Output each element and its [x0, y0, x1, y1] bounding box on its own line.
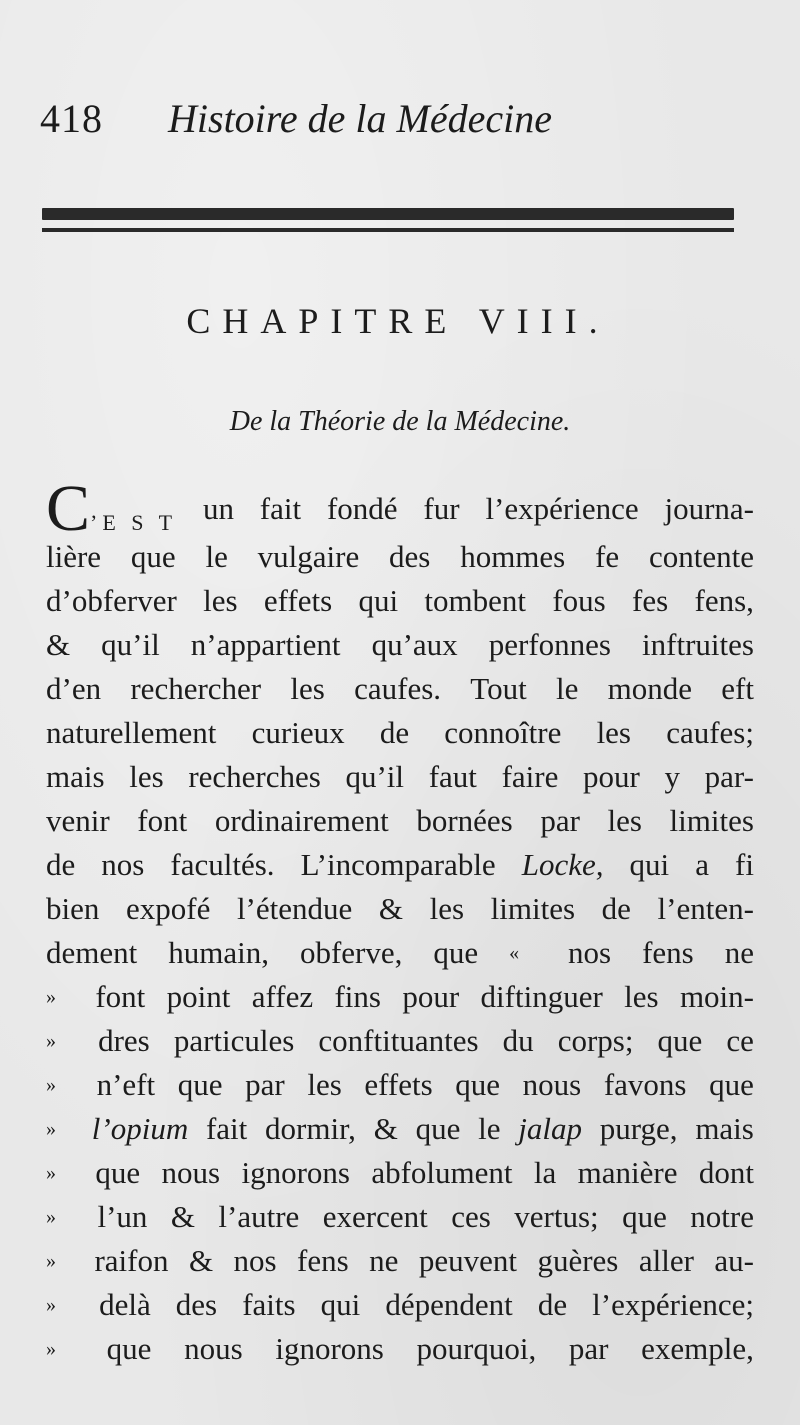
text-line: [46, 975, 754, 1019]
word: fur: [423, 491, 460, 526]
running-title: Histoire de la Médecine: [168, 96, 552, 141]
word: ignorons: [275, 1331, 384, 1366]
word: monde: [607, 671, 692, 706]
word: recherches: [188, 759, 321, 794]
word: de: [537, 1287, 568, 1322]
word: nous: [161, 1155, 221, 1190]
word: l’expérience: [485, 491, 639, 526]
word: qui: [629, 847, 670, 882]
word: jalap: [518, 1111, 582, 1146]
word: que: [177, 1067, 223, 1102]
word: ’E S T: [90, 510, 178, 535]
word: fins: [334, 979, 381, 1014]
word: &: [46, 627, 71, 662]
word: rechercher: [130, 671, 262, 706]
word: mais: [46, 759, 105, 794]
quote-mark: »: [46, 1030, 56, 1052]
word: effets: [263, 583, 333, 618]
page-header: [40, 95, 740, 151]
word: les: [203, 583, 238, 618]
word: que: [709, 1067, 754, 1102]
word: fondé: [326, 491, 398, 526]
word: delà: [99, 1287, 151, 1322]
word: qu’il: [345, 759, 405, 794]
quote-mark: »: [46, 1074, 56, 1096]
text-line: [46, 535, 754, 579]
word: fait: [205, 1111, 248, 1146]
word: fens: [297, 1243, 349, 1278]
word: l’opium: [91, 1111, 189, 1146]
word: faits: [242, 1287, 296, 1322]
word: fe: [595, 539, 620, 574]
word: nous: [184, 1331, 243, 1366]
word: caufes.: [354, 671, 442, 706]
word: perfonnes: [488, 627, 611, 662]
word: inftruites: [642, 627, 754, 662]
word: nous: [522, 1067, 582, 1102]
word: &: [170, 1199, 195, 1234]
word: ce: [726, 1023, 754, 1058]
opening-word: [46, 472, 178, 545]
quote-mark: »: [46, 1250, 56, 1272]
text-line: [46, 931, 754, 975]
drop-cap: C: [46, 472, 91, 545]
word: caufes;: [666, 715, 754, 750]
word: venir: [46, 803, 110, 838]
word: affez: [251, 979, 314, 1014]
word: nos: [568, 935, 612, 970]
word: que: [415, 1111, 461, 1146]
word: hommes: [460, 539, 566, 574]
word: notre: [690, 1199, 754, 1234]
word: que: [657, 1023, 703, 1058]
chapter-title-text: CHAPITRE VIII.: [186, 301, 610, 341]
quote-mark: »: [46, 1338, 56, 1360]
word: ne: [369, 1243, 399, 1278]
word: que: [95, 1155, 141, 1190]
word: l’enten-: [657, 891, 754, 926]
word: pour: [583, 759, 640, 794]
word: n’appartient: [190, 627, 341, 662]
word: purge,: [599, 1111, 678, 1146]
word: qui: [358, 583, 399, 618]
word: faut: [428, 759, 477, 794]
word: par: [568, 1331, 609, 1366]
text-line: [46, 799, 754, 843]
text-line: [46, 1327, 754, 1371]
word: fait: [259, 491, 302, 526]
word: dormir,: [265, 1111, 356, 1146]
word: nos: [233, 1243, 277, 1278]
word: l’un: [97, 1199, 148, 1234]
word: les: [129, 759, 164, 794]
word: conftituantes: [318, 1023, 479, 1058]
word: par: [245, 1067, 285, 1102]
word: que: [106, 1331, 152, 1366]
word: y: [664, 759, 680, 794]
word: le: [478, 1111, 501, 1146]
word: aller: [638, 1243, 694, 1278]
word: &: [188, 1243, 214, 1278]
word: que: [130, 539, 176, 574]
text-line: [46, 1283, 754, 1327]
text-line: [46, 1019, 754, 1063]
word: pour: [402, 979, 460, 1014]
header-rule: [42, 208, 734, 238]
word: eft: [721, 671, 754, 706]
word: bornées: [416, 803, 513, 838]
word: le: [205, 539, 228, 574]
word: Tout: [470, 671, 527, 706]
word: de: [601, 891, 631, 926]
word: fes: [632, 583, 669, 618]
word: par: [540, 803, 580, 838]
word: ces: [451, 1199, 491, 1234]
word: expofé: [125, 891, 211, 926]
text-line: [46, 1107, 754, 1151]
word: d’en: [46, 671, 102, 706]
word: vulgaire: [257, 539, 360, 574]
word: facultés.: [170, 847, 275, 882]
word: dement: [46, 935, 138, 970]
word: de: [379, 715, 410, 750]
word: contente: [648, 539, 754, 574]
word: naturellement: [46, 715, 217, 750]
word: a: [695, 847, 709, 882]
word: effets: [364, 1067, 433, 1102]
word: journa-: [664, 491, 754, 526]
word: faire: [501, 759, 559, 794]
word: l’étendue: [236, 891, 353, 926]
chapter-title: [0, 300, 800, 342]
thin-rule: [42, 228, 734, 232]
word: guères: [537, 1243, 619, 1278]
body-text: [46, 472, 754, 1371]
text-line: [46, 755, 754, 799]
word: la: [533, 1155, 557, 1190]
word: manière: [577, 1155, 678, 1190]
word: fens,: [694, 583, 754, 618]
word: qu’aux: [371, 627, 458, 662]
word: ne: [724, 935, 754, 970]
word: les: [290, 671, 325, 706]
word: exercent: [322, 1199, 428, 1234]
text-line: [46, 843, 754, 887]
word: que: [622, 1199, 667, 1234]
word: humain,: [168, 935, 269, 970]
quote-mark: »: [46, 1162, 56, 1184]
word: un: [202, 491, 234, 526]
word: peuvent: [418, 1243, 518, 1278]
word: les: [429, 891, 465, 926]
word: les: [607, 803, 642, 838]
word: &: [373, 1111, 398, 1146]
word: limites: [669, 803, 754, 838]
word: curieux: [251, 715, 345, 750]
word: que: [433, 935, 479, 970]
word: fi: [735, 847, 754, 882]
word: n’eft: [96, 1067, 156, 1102]
word: les: [624, 979, 659, 1014]
word: dépendent: [385, 1287, 513, 1322]
word: exemple,: [641, 1331, 754, 1366]
word: qui: [320, 1287, 361, 1322]
word: ignorons: [241, 1155, 350, 1190]
word: dres: [98, 1023, 150, 1058]
word: des: [389, 539, 431, 574]
thick-rule: [42, 208, 734, 220]
word: point: [166, 979, 231, 1014]
word: mais: [695, 1111, 754, 1146]
word: nos: [101, 847, 145, 882]
word: corps;: [557, 1023, 634, 1058]
quote-mark: »: [46, 1118, 56, 1140]
word: bien: [46, 891, 100, 926]
word: qu’il: [101, 627, 160, 662]
quote-mark: «: [509, 942, 520, 964]
word: moin-: [679, 979, 754, 1014]
word: l’expérience;: [592, 1287, 754, 1322]
word: d’obferver: [46, 583, 177, 618]
text-line: [46, 579, 754, 623]
word: &: [378, 891, 403, 926]
text-line: [46, 1063, 754, 1107]
text-line: [46, 1195, 754, 1239]
text-line: [46, 887, 754, 931]
word: limites: [490, 891, 576, 926]
word: particules: [173, 1023, 295, 1058]
word: au-: [714, 1243, 754, 1278]
word: Locke,: [521, 847, 604, 882]
text-line: [46, 711, 754, 755]
word: de: [46, 847, 76, 882]
word: obferve,: [299, 935, 403, 970]
word: vertus;: [514, 1199, 599, 1234]
word: tombent: [424, 583, 527, 618]
word: que: [455, 1067, 501, 1102]
quote-mark: »: [46, 986, 56, 1008]
word: le: [555, 671, 579, 706]
word: lière: [46, 539, 102, 574]
word: les: [596, 715, 631, 750]
quote-mark: »: [46, 1294, 56, 1316]
word: connoître: [444, 715, 562, 750]
word: du: [502, 1023, 534, 1058]
word: font: [137, 803, 188, 838]
text-line: [46, 1151, 754, 1195]
word: abfolument: [371, 1155, 513, 1190]
text-line: [46, 667, 754, 711]
text-line: [46, 472, 754, 545]
word: font: [95, 979, 146, 1014]
word: l’autre: [218, 1199, 300, 1234]
word: favons: [603, 1067, 687, 1102]
text-line: [46, 1239, 754, 1283]
word: fous: [552, 583, 606, 618]
page-number: 418: [40, 96, 103, 141]
word: fens: [642, 935, 694, 970]
text-line: [46, 623, 754, 667]
word: dont: [698, 1155, 754, 1190]
word: des: [175, 1287, 218, 1322]
quote-mark: »: [46, 1206, 56, 1228]
word: ordinairement: [214, 803, 389, 838]
word: diftinguer: [480, 979, 603, 1014]
chapter-subtitle: De la Théorie de la Médecine.: [229, 406, 571, 437]
word: les: [307, 1067, 342, 1102]
word: pourquoi,: [416, 1331, 537, 1366]
word: par-: [704, 759, 754, 794]
word: raifon: [94, 1243, 169, 1278]
word: L’incomparable: [300, 847, 496, 882]
